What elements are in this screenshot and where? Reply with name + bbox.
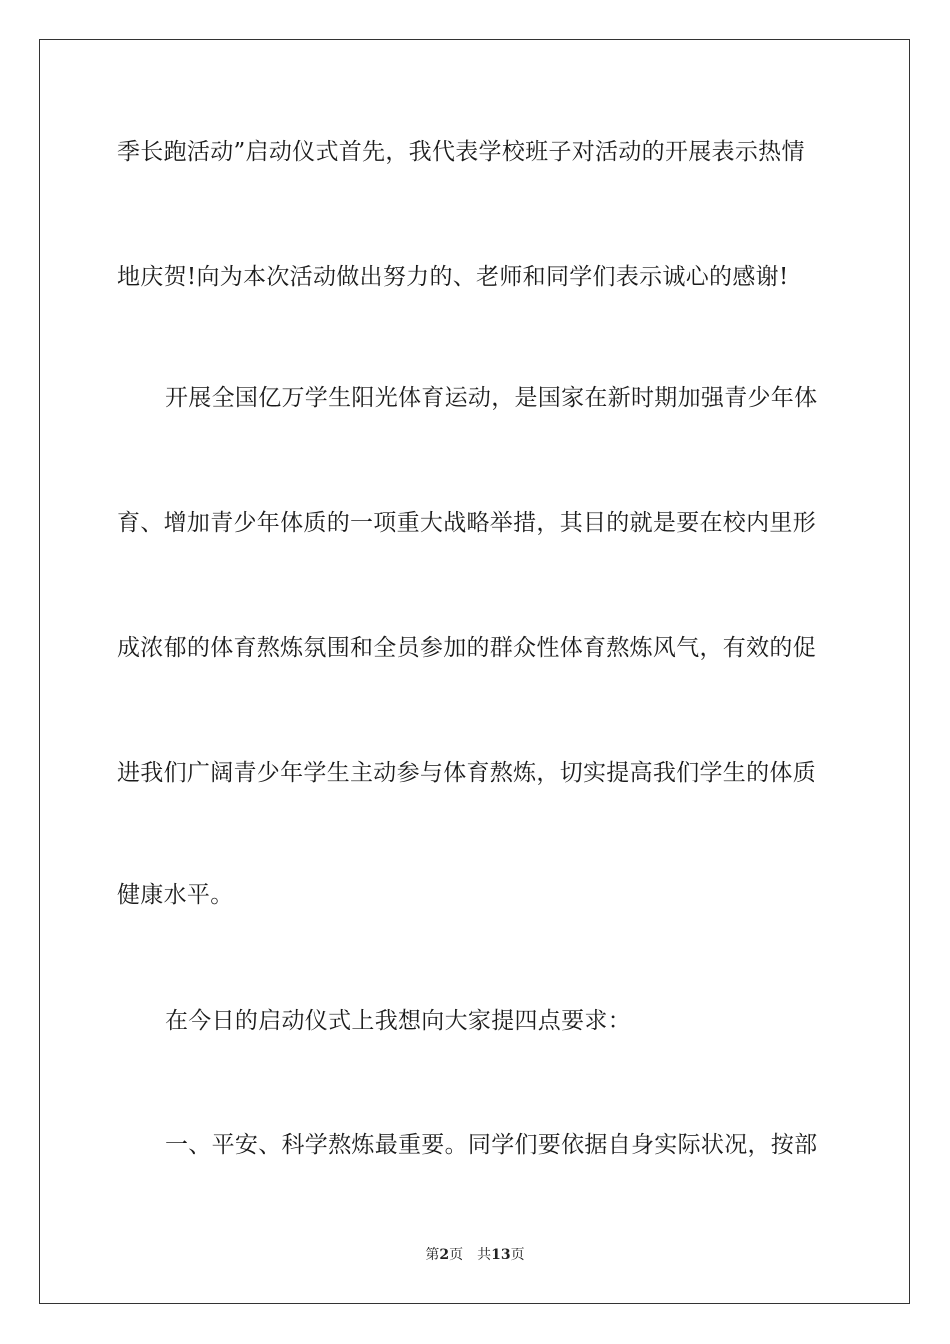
text-line-9: 一、平安、科学熬炼最重要。同学们要依据自身实际状况，按部 bbox=[165, 1132, 818, 1158]
text-line-8: 在今日的启动仪式上我想向大家提四点要求： bbox=[165, 1008, 631, 1034]
footer-total-pages: 13 bbox=[491, 1247, 511, 1263]
text-line-6: 进我们广阔青少年学生主动参与体育熬炼，切实提高我们学生的体质 bbox=[117, 760, 816, 786]
page-border bbox=[39, 39, 910, 1304]
text-line-4: 育、增加青少年体质的一项重大战略举措，其目的就是要在校内里形 bbox=[117, 510, 816, 536]
footer-page-suffix: 页 bbox=[449, 1247, 464, 1263]
text-line-7: 健康水平。 bbox=[117, 882, 234, 908]
footer-total-prefix: 共 bbox=[477, 1247, 492, 1263]
text-line-3: 开展全国亿万学生阳光体育运动，是国家在新时期加强青少年体 bbox=[165, 385, 818, 411]
footer-total-suffix: 页 bbox=[510, 1247, 525, 1263]
text-line-2: 地庆贺!向为本次活动做出努力的、老师和同学们表示诚心的感谢! bbox=[117, 264, 789, 290]
text-line-1: 季长跑活动”启动仪式首先，我代表学校班子对活动的开展表示热情 bbox=[117, 139, 805, 165]
footer-page-prefix: 第 bbox=[425, 1247, 440, 1263]
page-footer bbox=[0, 1245, 950, 1265]
footer-page-number: 2 bbox=[439, 1247, 450, 1263]
text-line-5: 成浓郁的体育熬炼氛围和全员参加的群众性体育熬炼风气，有效的促 bbox=[117, 635, 816, 661]
